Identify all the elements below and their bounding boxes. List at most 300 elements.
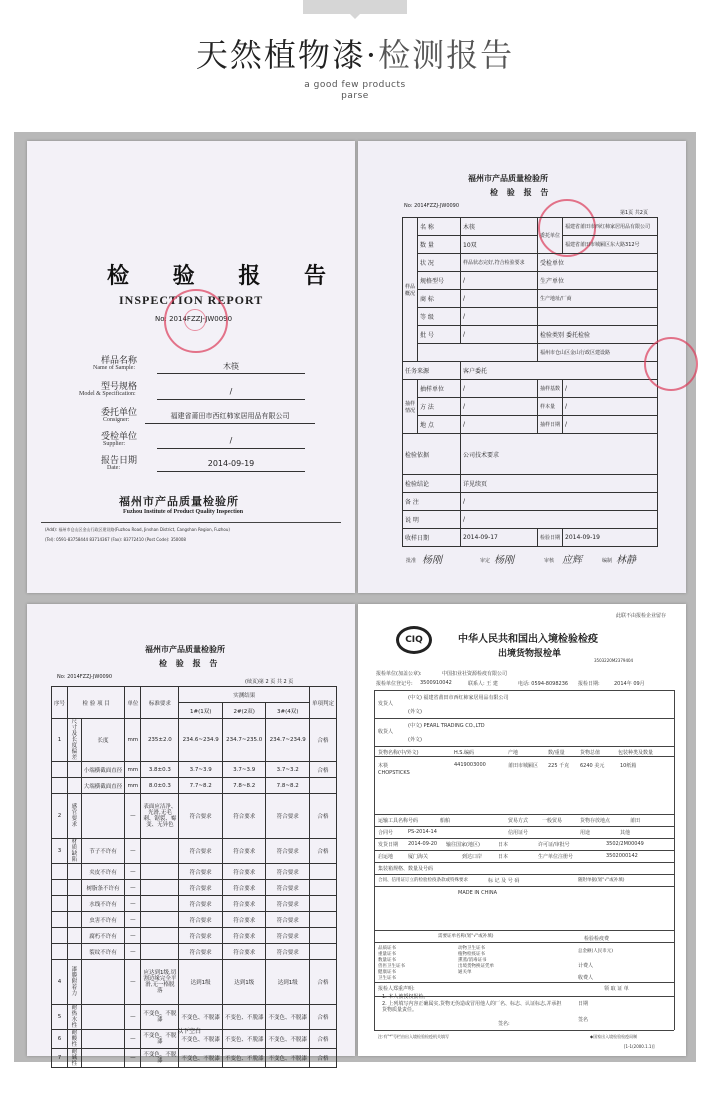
p3-page-no: (续页)第 2 页 共 2 页	[245, 679, 294, 685]
p4-cert-item: 数量证书	[378, 958, 396, 963]
table-cell-item: 感官要求	[68, 794, 82, 839]
p4-cert-item: 植物检疫证书	[458, 952, 485, 957]
table-cell-judge: 合格	[309, 960, 336, 1005]
table-cell-judge	[309, 880, 336, 896]
p4-reg-label: 生产单位注册号	[538, 854, 574, 860]
p4-cert-item: 健康证书	[378, 970, 396, 975]
p4-reg-no-label: 报检单位登记号:	[376, 681, 413, 687]
p4-rule	[374, 718, 674, 719]
p2-signature: 林静	[616, 555, 636, 566]
p4-rule	[374, 756, 674, 757]
table-cell-judge: 合格	[309, 839, 336, 864]
p4-charge-label: 收费人	[578, 975, 594, 981]
table-cell-r1: 符合要求	[179, 896, 223, 912]
p4-consignee-en: (外文)	[408, 737, 422, 743]
p4-reg: 3502000142	[606, 853, 638, 859]
table-cell-item	[68, 880, 82, 896]
p2-report-no: No: 2014FZZJ-JW0090	[404, 203, 460, 209]
p4-rule	[374, 874, 674, 875]
cover-row-label: 委托单位	[101, 408, 138, 418]
table-cell-item	[68, 944, 82, 960]
p4-port-label: 启运地	[378, 854, 394, 860]
ciq-logo-icon	[396, 626, 432, 654]
table-cell-unit: —	[125, 1049, 141, 1068]
table-cell-no: 1	[52, 719, 68, 762]
table-cell-r2: 不变色、不脱漆	[222, 1005, 266, 1030]
table-cell-r2: 符合要求	[222, 944, 266, 960]
table-cell-r2: 7.8~8.2	[222, 778, 266, 794]
p4-cert-get-label: 领 取 证 单	[604, 986, 629, 992]
p4-consignee-cn: (中文) PEARL TRADING CO.,LTD	[408, 723, 485, 729]
table-cell-r2: 3.7~3.9	[222, 762, 266, 778]
p4-terms-label: 合同、信用证订立的检验检疫条款或特殊要求	[378, 878, 468, 883]
p4-value-header: 货物总值	[580, 750, 601, 756]
table-cell-req: 8.0±0.3	[141, 778, 179, 794]
table-cell-r3: 符合要求	[266, 944, 310, 960]
cover-row-label-en: Model & Specification:	[79, 391, 136, 397]
p4-consignee-label: 收货人	[378, 729, 394, 735]
table-cell-r3: 符合要求	[266, 794, 310, 839]
table-cell-no: 6	[52, 1030, 68, 1049]
p2-signature: 杨刚	[494, 555, 514, 566]
table-cell-unit: —	[125, 880, 141, 896]
p4-pack: 10纸箱	[620, 763, 637, 769]
p4-origin: 莆田市城厢区	[508, 763, 539, 769]
table-cell-unit: —	[125, 896, 141, 912]
table-cell-item: 漆膜附着力	[68, 960, 82, 1005]
table-row	[52, 794, 337, 839]
table-cell-req	[141, 944, 179, 960]
table-row	[52, 864, 337, 880]
table-cell-sub	[81, 1005, 125, 1030]
p4-declare-1: 1. 本人被授权报检。	[382, 994, 429, 1000]
table-cell-req	[141, 928, 179, 944]
table-cell-sub	[81, 1049, 125, 1068]
p4-note: 注:有"*"号栏由出入境检验检疫机关填写	[378, 1034, 450, 1039]
cover-institute-en: Fuzhou Institute of Product Quality Inspection	[123, 509, 244, 515]
table-cell-item: 耐酸性	[68, 1030, 82, 1049]
table-cell-sub: 节子不许有	[81, 839, 125, 864]
p2-info-table: 样品概况 名 称 木筷 委托单位 福建省莆田市西红柿家居用品有限公司 数 量 10双 福建省莆田市城厢区东大路312号 状 况 样品状态完好,符合检验要求 受检单位 规格型号 / 生产单位 商 标 / 生产地址/厂商 等 级 / 批 号 / 检验类别 委托检验 福州市仓山区金山行政区建设路 任务来源 客户委托 抽样情况 抽样单位 / 抽样基数 / 方 法 / 样本量 / 地 点 / 抽样日期 / 检验依据 公司技术要求 检验结论 详见续页 备 注 / 说 明 / 收样日期 2014-09-17 检验日期 2014-09-19	[402, 217, 658, 547]
table-row	[52, 719, 337, 762]
table-cell-r1: 符合要求	[179, 928, 223, 944]
p4-consignor-label: 发货人	[378, 701, 394, 707]
table-cell-no	[52, 864, 68, 880]
table-cell-r3: 3.7~3.2	[266, 762, 310, 778]
p4-transport: 船舶	[440, 818, 451, 824]
report-cover	[27, 141, 355, 593]
p2-sign-review: 审定	[480, 558, 491, 564]
cover-institute: 福州市产品质量检验所	[119, 495, 239, 508]
table-cell-r2: 符合要求	[222, 912, 266, 928]
table-cell-r3: 不变色、不脱漆	[266, 1030, 310, 1049]
p4-rule	[374, 982, 674, 983]
p4-cert-item: 出境货物换证凭单	[458, 964, 494, 969]
table-cell-sub: 水线不许有	[81, 896, 125, 912]
table-cell-sub: 小端横截面直径	[81, 762, 125, 778]
p4-phone: 电话: 0594-8098236	[518, 681, 569, 687]
table-cell-req: 3.8±0.3	[141, 762, 179, 778]
table-cell-item	[68, 762, 82, 778]
export-declaration	[358, 604, 686, 1056]
p4-goods-name-en: CHOPSTICKS	[378, 770, 410, 776]
table-cell-unit: —	[125, 794, 141, 839]
p4-cert-item: 品质证书	[378, 946, 396, 951]
table-cell-unit: —	[125, 944, 141, 960]
cover-row-value: 福建省莆田市西红柿家居用品有限公司	[145, 411, 315, 424]
table-cell-judge	[309, 778, 336, 794]
cover-row-value: 2014-09-19	[157, 459, 305, 472]
cover-row-label-en: Date:	[107, 465, 120, 471]
p4-rule	[674, 690, 675, 1030]
p2-title: 检 验 报 告	[490, 188, 552, 197]
table-cell-no	[52, 928, 68, 944]
official-seal	[644, 337, 698, 391]
table-cell-r1: 234.6~234.9	[179, 719, 223, 762]
p4-qty: 225 千克	[548, 763, 570, 769]
table-cell-req: 235±2.0	[141, 719, 179, 762]
cover-row-label: 样品名称	[101, 356, 138, 366]
p4-transport-label: 运输工具名称号码	[378, 818, 419, 824]
table-cell-r3: 符合要求	[266, 864, 310, 880]
table-cell-r2: 符合要求	[222, 896, 266, 912]
p4-agency: 中国扣业社资源检疫有限公司	[442, 671, 508, 677]
table-cell-judge	[309, 944, 336, 960]
table-cell-r1: 符合要求	[179, 839, 223, 864]
table-cell-req: 不变色、不脱漆	[141, 1005, 179, 1030]
p2-institute: 福州市产品质量检验所	[468, 174, 548, 183]
table-cell-req: 应达到1级,切割边缘完全平滑,无一格脱落	[141, 960, 179, 1005]
p4-trade-label: 贸易方式	[508, 818, 529, 824]
table-cell-r3: 符合要求	[266, 928, 310, 944]
table-cell-r3: 不变色、不脱漆	[266, 1005, 310, 1030]
p4-storage-label: 货物存放地点	[580, 818, 611, 824]
p4-fee-label: 检验检疫费	[584, 936, 610, 942]
table-cell-sub: 长度	[81, 719, 125, 762]
cover-title: 检 验 报 告	[107, 263, 344, 289]
p4-cert-item: 兽医卫生证书	[378, 964, 405, 969]
official-seal	[164, 289, 228, 353]
p4-hs-header: H.S.编码	[454, 750, 475, 756]
p4-serial: 3503220M2379404	[594, 658, 634, 663]
p4-date2-label: 日期	[578, 1001, 589, 1007]
p4-cert-item: 熏蒸/消毒证书	[458, 958, 487, 963]
table-cell-req	[141, 896, 179, 912]
p4-arrive-label: 到达口岸	[462, 854, 483, 860]
p4-calc-label: 计费人	[578, 963, 594, 969]
table-cell-no: 7	[52, 1049, 68, 1068]
p4-mark: MADE IN CHINA	[458, 890, 498, 896]
p4-pack-header: 包装种类及数量	[618, 750, 654, 756]
table-cell-r2: 不变色、不脱漆	[222, 1030, 266, 1049]
p4-agency-label: 报检单位(加盖公章):	[376, 671, 422, 677]
report-page-1	[358, 141, 686, 593]
table-cell-item: 尺寸及长度偏差	[68, 719, 82, 762]
page-title-part1: 天然植物漆·	[195, 36, 379, 74]
cover-row-label-en: Consigner:	[103, 417, 130, 423]
table-cell-sub: 大端横截面直径	[81, 778, 125, 794]
table-cell-no: 2	[52, 794, 68, 839]
table-cell-judge	[309, 864, 336, 880]
p4-rule	[374, 814, 674, 815]
table-row	[52, 839, 337, 864]
table-cell-no: 3	[52, 839, 68, 864]
p4-date-label: 报检日期:	[578, 681, 600, 687]
table-row	[52, 960, 337, 1005]
table-cell-r2: 234.7~235.0	[222, 719, 266, 762]
p4-requires-label: 需要证单名称(划"√"或补填)	[438, 934, 494, 939]
p4-ship-date-label: 发货日期	[378, 842, 399, 848]
p4-title-2: 出境货物报检单	[498, 649, 562, 659]
table-cell-judge: 合格	[309, 1005, 336, 1030]
p4-docs-label: 随附单据(划"√"或补填)	[578, 878, 625, 883]
table-row	[52, 880, 337, 896]
cover-row-label-en: Supplier:	[103, 441, 125, 447]
table-cell-r1: 符合要求	[179, 794, 223, 839]
table-cell-unit: —	[125, 864, 141, 880]
table-cell-req	[141, 864, 179, 880]
p4-reg-no: 3500910042	[420, 680, 452, 686]
table-cell-r2: 不变色、不脱漆	[222, 1049, 266, 1068]
p4-declare-label: 报检人郑重声明:	[378, 986, 415, 992]
p4-contact: 联系人: 王 建	[468, 681, 498, 687]
table-cell-no	[52, 912, 68, 928]
table-cell-sub: 夹皮不许有	[81, 864, 125, 880]
table-cell-no: 4	[52, 960, 68, 1005]
table-cell-sub	[81, 1030, 125, 1049]
table-cell-unit: —	[125, 839, 141, 864]
p4-dest-label: 输往国家(地区)	[446, 842, 480, 848]
table-row	[52, 778, 337, 794]
cover-address: (Add): 福州市仓山区金山行政区建设路(Fuzhou Road, Jinshan District, Cangshan Region, Fuzhou)	[45, 527, 230, 532]
table-cell-r3: 234.7~234.9	[266, 719, 310, 762]
p4-trade: 一般贸易	[542, 818, 563, 824]
table-cell-unit: —	[125, 1005, 141, 1030]
table-cell-no	[52, 778, 68, 794]
p4-origin-header: 产地	[508, 750, 519, 756]
table-cell-judge: 合格	[309, 1030, 336, 1049]
cover-divider	[41, 522, 341, 523]
table-cell-r1: 7.7~8.2	[179, 778, 223, 794]
p4-rule	[374, 886, 674, 887]
p4-form-no: [1-1(2000.1.1)]	[624, 1044, 655, 1049]
table-cell-unit: —	[125, 960, 141, 1005]
cover-row-label: 型号规格	[101, 382, 138, 392]
cover-row-value: /	[157, 436, 305, 449]
p4-rule	[374, 746, 674, 747]
table-cell-unit: —	[125, 912, 141, 928]
table-cell-no	[52, 896, 68, 912]
table-cell-r1: 符合要求	[179, 864, 223, 880]
cover-row-label: 受检单位	[101, 432, 138, 442]
table-cell-judge	[309, 928, 336, 944]
p4-rule	[374, 690, 674, 691]
table-cell-item: 耐热水性	[68, 1005, 82, 1030]
table-cell-r1: 不变色、不脱漆	[179, 1030, 223, 1049]
p4-total-label: 总金额(人民币元)	[578, 949, 614, 954]
p4-consignor-cn: (中文) 福建省莆田市西红柿家居用品有限公司	[408, 695, 509, 701]
table-cell-unit: —	[125, 928, 141, 944]
p3-title: 检 验 报 告	[159, 659, 221, 668]
p2-page-no: 第1页 共2页	[620, 210, 648, 216]
table-cell-r1: 符合要求	[179, 944, 223, 960]
table-cell-r1: 达到1级	[179, 960, 223, 1005]
p4-signature-label: 签名:	[498, 1021, 510, 1027]
table-cell-r1: 不变色、不脱漆	[179, 1005, 223, 1030]
cover-row-label: 报告日期	[101, 456, 138, 466]
p4-rule	[374, 1030, 674, 1031]
table-cell-judge	[309, 912, 336, 928]
table-cell-judge	[309, 896, 336, 912]
table-cell-sub: 裂纹不许有	[81, 944, 125, 960]
p4-lc-label: 信用证号	[508, 830, 529, 836]
table-cell-r2: 符合要求	[222, 864, 266, 880]
table-cell-item	[68, 912, 82, 928]
p4-goods-name: 木筷	[378, 763, 389, 769]
table-cell-r3: 符合要求	[266, 839, 310, 864]
table-cell-r3: 7.8~8.2	[266, 778, 310, 794]
table-cell-judge: 合格	[309, 762, 336, 778]
p4-qty-header: 数/重量	[548, 750, 565, 756]
p4-permit: 3502/2M00049	[606, 841, 644, 847]
p4-rule	[374, 930, 674, 931]
table-cell-r2: 达到1级	[222, 960, 266, 1005]
table-cell-r2: 符合要求	[222, 880, 266, 896]
table-cell-judge: 合格	[309, 719, 336, 762]
p4-arrive: 日本	[498, 854, 509, 860]
table-row	[52, 1049, 337, 1068]
p4-ship-date: 2014-09-20	[408, 841, 438, 847]
table-cell-sub	[81, 794, 125, 839]
p4-goods-header: 货物名称(中/外文)	[378, 750, 419, 756]
page-title-part2: 检测报告	[378, 36, 515, 74]
table-cell-item: 耐碱性	[68, 1049, 82, 1068]
table-cell-sub: 腐朽不许有	[81, 928, 125, 944]
table-cell-r1: 3.7~3.9	[179, 762, 223, 778]
p2-sign-check: 审核	[544, 558, 555, 564]
table-cell-r3: 达到1级	[266, 960, 310, 1005]
p4-rule	[374, 826, 674, 827]
p4-cert-item: 通关单	[458, 970, 472, 975]
p4-usage: 其他	[620, 830, 631, 836]
p4-rule	[374, 942, 674, 943]
table-row	[52, 928, 337, 944]
cover-report-no: No: 2014FZZJ-JW0090	[155, 315, 233, 323]
cover-row-value: 木筷	[157, 361, 305, 374]
p3-footer: 以下空白	[177, 1028, 202, 1035]
table-cell-item	[68, 778, 82, 794]
p4-gov-note: ◆国家出入境检验检疫局制	[590, 1034, 638, 1039]
table-cell-judge: 合格	[309, 1049, 336, 1068]
table-cell-unit: mm	[125, 762, 141, 778]
p4-permit-label: 许可证/审批号	[538, 842, 570, 848]
ciq-logo-text: CIQ	[405, 635, 423, 645]
p4-dest: 日本	[498, 842, 509, 848]
table-cell-item	[68, 928, 82, 944]
p4-cert-item: 动物卫生证书	[458, 946, 485, 951]
table-cell-req: 不变色、不脱漆	[141, 1049, 179, 1068]
p4-date: 2014年 09月	[614, 681, 645, 687]
table-cell-r1: 不变色、不脱漆	[179, 1049, 223, 1068]
p4-cert-list	[378, 946, 405, 982]
cover-row-label-en: Name of Sample:	[93, 365, 135, 371]
table-cell-no: 5	[52, 1005, 68, 1030]
table-row	[52, 912, 337, 928]
table-cell-judge: 合格	[309, 794, 336, 839]
p2-signature: 杨刚	[422, 555, 442, 566]
p4-rule	[374, 838, 674, 839]
table-row	[52, 896, 337, 912]
report-page-2	[27, 604, 355, 1067]
p4-mark-label: 标 记 及 号 码	[488, 878, 520, 884]
p4-port: 厦门海关	[408, 854, 429, 860]
p2-signature: 应辉	[562, 555, 582, 566]
table-cell-req: 表面应洁净、光滑,无毛刺、锯裂、霉变、无异色	[141, 794, 179, 839]
table-cell-r3: 不变色、不脱漆	[266, 1049, 310, 1068]
cover-tel: (Tel): 0591-83758444 83714367 (Fax): 83772410 (Post Code): 350008	[45, 537, 186, 542]
p2-sign-write: 编制	[602, 558, 613, 564]
p4-rule	[374, 862, 674, 863]
table-cell-r2: 符合要求	[222, 794, 266, 839]
table-cell-no	[52, 762, 68, 778]
cover-title-en: INSPECTION REPORT	[119, 293, 264, 307]
table-row	[52, 762, 337, 778]
table-cell-sub	[81, 960, 125, 1005]
table-cell-r3: 符合要求	[266, 880, 310, 896]
p4-corner-note: 此联不由报检企业留存	[616, 613, 667, 619]
table-row	[52, 944, 337, 960]
p3-report-no: No: 2014FZZJ-JW0090	[57, 674, 113, 680]
p4-container-label: 集装箱规格、数量及号码	[378, 866, 434, 872]
subtitle-line1: a good few products	[304, 80, 406, 90]
header-notch	[303, 0, 407, 14]
table-cell-req: 不变色、不脱漆	[141, 1030, 179, 1049]
p4-declare-2: 2. 上列填写内容正确属实,货物无伪造或冒用他人的厂名、标志、认证标志,并承担货物质量责任。	[382, 1001, 562, 1013]
table-cell-item	[68, 896, 82, 912]
table-cell-req	[141, 880, 179, 896]
table-cell-r3: 符合要求	[266, 896, 310, 912]
p4-rule	[374, 850, 674, 851]
table-cell-req	[141, 912, 179, 928]
page-title	[0, 30, 710, 76]
table-cell-sub: 树脂条不许有	[81, 880, 125, 896]
cover-row-value: /	[157, 387, 305, 400]
table-cell-unit: mm	[125, 719, 141, 762]
table-cell-r1: 符合要求	[179, 912, 223, 928]
p3-results-table: 序号 检 验 项 目 单位 标准要求 实测结果 单项判定 1#(1双) 2#(2双) 3#(4双) 1 尺寸及长度偏差 长度 mm 235±2.0 234.6~234.9 234.7~235.0 234.7~234.9 合格 小端横截面直径 mm 3.8±0.3 3.7~3.9 3.7~3.9 3.7~3.2 合格 大端横截面直径 mm 8.0±0.3 7.7~8.2 7.8~8.2 7.8~8.2 2 感官要求 — 表面应洁净、光滑,无毛刺、锯裂、霉变、无异色 符合要求 符合要求 符合要求 合格 3 材质缺陷 节子不许有 — 符合要求 符合要求 符合要求 合格 夹皮不许有 — 符合要求 符合要求 符合要求 树脂条不许有 — 符合要求 符合要求 符合要求 水线不许有 — 符合要求 符合要求 符合要求 虫害不许有 — 符合要求 符合要求 符合要求 腐朽不许有 — 符合要求 符合要求 符合要求 裂纹不许有 — 符合要求 符合要求 符合要求 4 漆膜附着力 — 应达到1级,切割边缘完全平滑,无一格脱落 达到1级 达到1级 达到1级 合格 5 耐热水性 — 不变色、不脱漆 不变色、不脱漆 不变色、不脱漆 不变色、不脱漆 合格 6 耐酸性 — 不变色、不脱漆 不变色、不脱漆 不变色、不脱漆 不变色、不脱漆 合格 7 耐碱性 — 不变色、不脱漆 不变色、不脱漆 不变色、不脱漆 不变色、不脱漆 合格	[51, 686, 337, 1068]
table-cell-r2: 符合要求	[222, 839, 266, 864]
table-cell-no	[52, 944, 68, 960]
table-cell-unit: —	[125, 1030, 141, 1049]
p4-contract-label: 合同号	[378, 830, 394, 836]
p4-storage: 莆田	[630, 818, 641, 824]
p4-consignor-en: (外文)	[408, 709, 422, 715]
p4-cert-item: 重量证书	[378, 952, 396, 957]
p4-cert-list-2	[458, 946, 494, 976]
p4-signer-label: 签名	[578, 1017, 589, 1023]
table-cell-r2: 符合要求	[222, 928, 266, 944]
subtitle-line2: parse	[341, 91, 369, 101]
p4-cert-item: 卫生证书	[378, 976, 396, 981]
table-cell-unit: mm	[125, 778, 141, 794]
table-cell-r1: 符合要求	[179, 880, 223, 896]
table-cell-req	[141, 839, 179, 864]
p4-value: 6240 美元	[580, 763, 605, 769]
table-cell-sub: 虫害不许有	[81, 912, 125, 928]
table-cell-item: 材质缺陷	[68, 839, 82, 864]
p4-hs-code: 4419003000	[454, 762, 486, 768]
p2-sign-approve: 批准	[406, 558, 417, 564]
